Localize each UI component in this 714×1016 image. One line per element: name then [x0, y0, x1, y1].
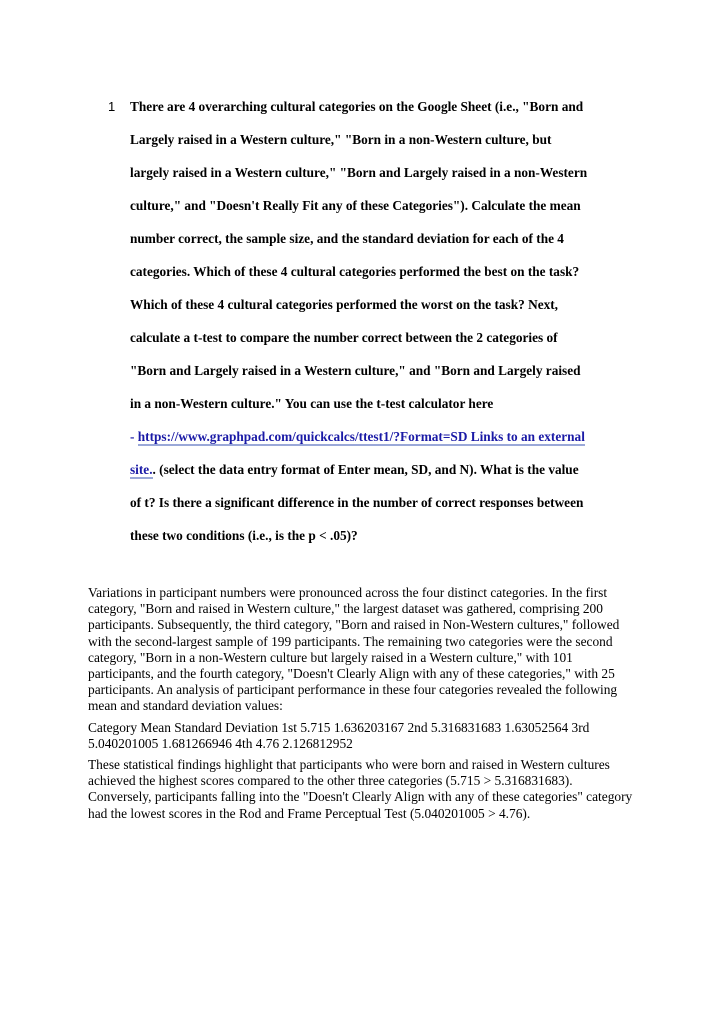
answer-paragraph: Category Mean Standard Deviation 1st 5.715 1.636203167 2nd 5.316831683 1.63052564 3rd 5.040201005 1.681266946 4th 4.76 2.126812952 — [88, 719, 590, 751]
question-line: calculate a t-test to compare the number correct between the 2 categories of — [130, 330, 558, 345]
link-prefix: - — [130, 429, 138, 444]
question-line: of t? Is there a significant difference in the number of correct responses between — [130, 495, 584, 510]
answer-block — [88, 585, 633, 827]
question-line: number correct, the sample size, and the standard deviation for each of the 4 — [130, 231, 564, 246]
graphpad-link[interactable]: https://www.graphpad.com/quickcalcs/ttest1/?Format=SD Links to an external — [137, 429, 585, 444]
question-text: . (select the data entry format of Enter mean, SD, and N). What is the value — [152, 462, 579, 477]
question-line: largely raised in a Western culture," "Born and Largely raised in a non-Western — [130, 165, 588, 180]
question-line-link — [130, 429, 585, 445]
answer-paragraph: These statistical findings highlight that participants who were born and raised in Western cultures achieved the highest scores compared to the other three categories (5.715 > 5.316831683). Conversely, participants falling into the "Doesn't Clearly Align with any of these categories" category had the lowest scores in the Rod and Frame Perceptual Test (5.040201005 > 4.76). — [88, 757, 633, 821]
question-line: "Born and Largely raised in a Western culture," and "Born and Largely raised — [130, 363, 581, 378]
external-site-link[interactable]: site. — [130, 462, 153, 477]
answer-paragraph: Variations in participant numbers were pronounced across the four distinct categories. In the first category, "Born and raised in Western culture," the largest dataset was gathered, comprising 200 participants. Subsequently, the third category, "Born and raised in Non-Western cultures," followed with the second-largest sample of 199 participants. The remaining two categories were the second category, "Born in a non-Western culture but largely raised in a Western culture," with 101 participants, and the fourth category, "Doesn't Clearly Align with any of these categories," with 25 participants. An analysis of participant performance in these four categories revealed the following mean and standard deviation values: — [88, 585, 620, 714]
question-line: categories. Which of these 4 cultural categories performed the best on the task? — [130, 264, 580, 279]
question-line: There are 4 overarching cultural categories on the Google Sheet (i.e., "Born and — [130, 99, 584, 114]
question-line: culture," and "Doesn't Really Fit any of these Categories"). Calculate the mean — [130, 198, 581, 213]
question-line: Which of these 4 cultural categories performed the worst on the task? Next, — [130, 297, 559, 312]
list-number: 1 — [108, 99, 116, 114]
question-line-link — [130, 462, 579, 478]
question-line: these two conditions (i.e., is the p < .05)? — [130, 528, 358, 543]
question-line: in a non-Western culture." You can use the t-test calculator here — [130, 396, 494, 411]
question-line: Largely raised in a Western culture," "Born in a non-Western culture, but — [130, 132, 552, 147]
